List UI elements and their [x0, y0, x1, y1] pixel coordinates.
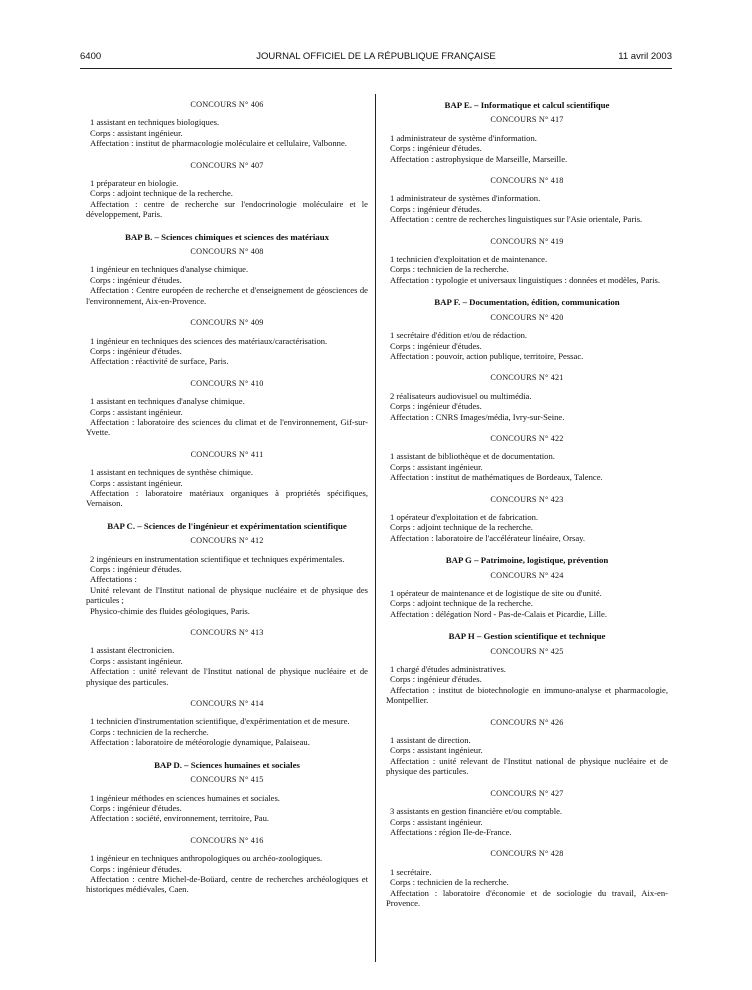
- entry-line: Corps : assistant ingénieur.: [90, 477, 183, 488]
- entry-line: Corps : ingénieur d'études.: [390, 340, 482, 351]
- entry-line: 1 secrétaire.: [390, 866, 432, 877]
- concours-entry: [86, 178, 368, 220]
- entry-line: Affectation : société, environnement, territoire, Pau.: [90, 813, 270, 824]
- concours-number: CONCOURS N° 416: [190, 835, 264, 845]
- entry-line: Corps : technicien de la recherche.: [390, 877, 509, 888]
- concours-entry: [86, 336, 368, 367]
- section-heading: BAP B. – Sciences chimiques et sciences des matériaux: [124, 231, 330, 242]
- concours-entry: [86, 716, 368, 747]
- concours-number: CONCOURS N° 410: [190, 378, 264, 388]
- concours-number: CONCOURS N° 411: [190, 449, 264, 459]
- page-header: [80, 51, 672, 65]
- entry-line: 1 administrateur de systèmes d'information.: [390, 193, 541, 204]
- entry-line: 3 assistants en gestion financière et/ou comptable.: [390, 806, 563, 817]
- concours-number: CONCOURS N° 414: [190, 699, 264, 709]
- entry-line: 1 opérateur d'exploitation et de fabrication.: [390, 511, 539, 522]
- entry-line: Corps : ingénieur d'études.: [90, 863, 182, 874]
- concours-entry: [86, 554, 368, 616]
- concours-entry: [86, 467, 368, 509]
- concours-number: CONCOURS N° 412: [190, 536, 264, 546]
- entry-line: Affectation : centre Michel-de-Boüard, centre de recherches archéologiques et historiques médiévales, Caen.: [86, 873, 368, 895]
- concours-entry: [386, 806, 668, 837]
- entry-line: 1 ingénieur en techniques des sciences des matériaux/caractérisation.: [90, 335, 328, 346]
- concours-entry: [86, 645, 368, 687]
- section-heading: BAP C. – Sciences de l'ingénieur et expérimentation scientifique: [107, 520, 347, 531]
- entry-line: Affectation : centre de recherche sur l'endocrinologie moléculaire et le développement, Paris.: [86, 198, 368, 220]
- section-heading: BAP F. – Documentation, édition, communication: [434, 297, 620, 308]
- left-column: [86, 100, 368, 907]
- entry-line: Affectation : astrophysique de Marseille, Marseille.: [390, 153, 568, 164]
- entry-line: Corps : adjoint technique de la recherche.: [390, 598, 533, 609]
- concours-entry: [386, 451, 668, 482]
- entry-line: Corps : ingénieur d'études.: [90, 345, 182, 356]
- entry-line: Affectation : laboratoire d'économie et de sociologie du travail, Aix-en-Provence.: [386, 887, 668, 908]
- entry-line: Affectation : typologie et universaux linguistiques : données et modèles, Paris.: [390, 274, 661, 285]
- concours-number: CONCOURS N° 419: [490, 236, 564, 246]
- entry-line: 1 ingénieur méthodes en sciences humaines et sociales.: [90, 792, 280, 803]
- entry-line: 1 assistant en techniques biologiques.: [90, 117, 220, 128]
- journal-title: JOURNAL OFFICIEL DE LA RÉPUBLIQUE FRANÇAISE: [256, 51, 496, 62]
- concours-number: CONCOURS N° 422: [490, 433, 564, 443]
- entry-line: Affectation : Centre européen de recherche et d'enseignement de géosciences de l'environnement, Aix-en-Provence.: [86, 285, 368, 306]
- entry-line: Affectation : réactivité de surface, Paris.: [90, 356, 229, 367]
- concours-entry: [386, 330, 668, 361]
- entry-line: Unité relevant de l'Institut national de physique nucléaire et de physique des particules ;: [86, 584, 368, 606]
- concours-entry: [386, 193, 668, 224]
- entry-line: Corps : assistant ingénieur.: [390, 816, 483, 827]
- entry-line: 1 assistant de bibliothèque et de documentation.: [390, 451, 555, 462]
- entry-line: Affectations :: [90, 574, 137, 585]
- entry-line: Corps : ingénieur d'études.: [390, 674, 482, 685]
- concours-entry: [386, 735, 668, 777]
- entry-line: Affectations : région Ile-de-France.: [390, 826, 512, 837]
- concours-entry: [86, 396, 368, 438]
- entry-line: 1 assistant en techniques d'analyse chimique.: [90, 396, 245, 407]
- header-rule: [80, 68, 672, 69]
- entry-line: 1 technicien d'exploitation et de maintenance.: [390, 254, 548, 265]
- entry-line: Affectation : CNRS Images/média, Ivry-sur-Seine.: [390, 411, 565, 422]
- entry-line: Affectation : institut de mathématiques de Bordeaux, Talence.: [390, 472, 603, 483]
- section-heading: BAP D. – Sciences humaines et sociales: [154, 759, 300, 770]
- entry-line: Affectation : laboratoire de l'accélérateur linéaire, Orsay.: [390, 532, 586, 543]
- section-heading: BAP H – Gestion scientifique et technique: [448, 631, 606, 642]
- entry-line: Corps : ingénieur d'études.: [390, 401, 482, 412]
- entry-line: 1 préparateur en biologie.: [90, 178, 179, 189]
- entry-line: Affectation : pouvoir, action publique, territoire, Pessac.: [390, 350, 584, 361]
- entry-line: Corps : assistant ingénieur.: [390, 461, 483, 472]
- entry-line: Corps : technicien de la recherche.: [90, 726, 209, 737]
- concours-number: CONCOURS N° 426: [490, 717, 564, 727]
- entry-line: Corps : ingénieur d'études.: [90, 564, 182, 574]
- entry-line: 1 chargé d'études administratives.: [390, 664, 506, 675]
- entry-line: 1 ingénieur en techniques anthropologiques ou archéo-zoologiques.: [90, 853, 323, 864]
- concours-number: CONCOURS N° 409: [190, 318, 264, 328]
- entry-line: 1 technicien d'instrumentation scientifique, d'expérimentation et de mesure.: [90, 716, 350, 727]
- entry-line: 1 secrétaire d'édition et/ou de rédaction.: [390, 330, 528, 341]
- publication-date: 11 avril 2003: [618, 51, 672, 62]
- entry-line: Corps : assistant ingénieur.: [90, 655, 183, 666]
- concours-number: CONCOURS N° 423: [490, 494, 564, 504]
- entry-line: Corps : adjoint technique de la recherche.: [90, 188, 233, 199]
- entry-line: Affectation : centre de recherches linguistiques sur l'Asie orientale, Paris.: [390, 214, 643, 225]
- entry-line: Corps : assistant ingénieur.: [390, 745, 483, 756]
- entry-line: Affectation : laboratoire des sciences du climat et de l'environnement, Gif-sur-Yvette.: [86, 416, 368, 438]
- concours-number: CONCOURS N° 424: [490, 570, 564, 580]
- entry-line: 1 assistant de direction.: [390, 735, 471, 746]
- concours-number: CONCOURS N° 418: [490, 176, 564, 186]
- section-heading: BAP E. – Informatique et calcul scientifique: [444, 100, 610, 110]
- entry-line: Affectation : institut de pharmacologie moléculaire et cellulaire, Valbonne.: [90, 138, 347, 149]
- concours-entry: [386, 254, 668, 285]
- concours-entry: [86, 264, 368, 306]
- concours-number: CONCOURS N° 428: [490, 849, 564, 859]
- concours-entry: [386, 391, 668, 422]
- concours-number: CONCOURS N° 407: [190, 160, 264, 170]
- entry-line: Affectation : unité relevant de l'Institut national de physique nucléaire et de physique des particules.: [86, 666, 368, 687]
- entry-line: Affectation : laboratoire matériaux organiques à propriétés spécifiques, Vernaison.: [86, 487, 368, 509]
- concours-entry: [386, 512, 668, 543]
- entry-line: Affectation : laboratoire de météorologie dynamique, Palaiseau.: [90, 737, 310, 748]
- entry-line: Affectation : institut de biotechnologie en immuno-analyse et pharmacologie, Montpellier.: [386, 684, 668, 706]
- concours-number: CONCOURS N° 415: [190, 775, 264, 785]
- concours-number: CONCOURS N° 427: [490, 788, 564, 798]
- entry-line: Corps : ingénieur d'études.: [390, 203, 482, 214]
- concours-entry: [86, 793, 368, 824]
- entry-line: Corps : ingénieur d'études.: [90, 274, 182, 285]
- concours-entry: [386, 133, 668, 164]
- entry-line: Corps : adjoint technique de la recherche.: [390, 522, 533, 533]
- concours-number: CONCOURS N° 408: [190, 247, 264, 257]
- section-heading: BAP G – Patrimoine, logistique, prévention: [445, 555, 609, 566]
- entry-line: Affectation : délégation Nord - Pas-de-Calais et Picardie, Lille.: [390, 608, 608, 619]
- column-divider: [375, 94, 376, 962]
- entry-line: 2 ingénieurs en instrumentation scientifique et techniques expérimentales.: [90, 553, 345, 564]
- concours-entry: [386, 588, 668, 619]
- page-number: 6400: [80, 51, 102, 62]
- right-column: [386, 100, 668, 920]
- entry-line: 1 administrateur de système d'information.: [390, 132, 537, 143]
- entry-line: 2 réalisateurs audiovisuel ou multimédia.: [390, 390, 532, 401]
- entry-line: 1 opérateur de maintenance et de logistique de site ou d'unité.: [390, 588, 602, 598]
- concours-number: CONCOURS N° 421: [490, 373, 564, 383]
- concours-entry: [386, 867, 668, 909]
- concours-entry: [86, 117, 368, 148]
- entry-line: Corps : technicien de la recherche.: [390, 264, 509, 275]
- concours-entry: [386, 664, 668, 706]
- entry-line: Affectation : unité relevant de l'Institut national de physique nucléaire et de physique des particules.: [386, 755, 668, 777]
- concours-number: CONCOURS N° 420: [490, 312, 564, 322]
- entry-line: Corps : ingénieur d'études.: [390, 143, 482, 154]
- entry-line: Corps : assistant ingénieur.: [90, 406, 183, 417]
- concours-number: CONCOURS N° 417: [490, 115, 564, 125]
- concours-number: CONCOURS N° 425: [490, 646, 564, 656]
- entry-line: Physico-chimie des fluides géologiques, Paris.: [90, 605, 250, 616]
- entry-line: 1 ingénieur en techniques d'analyse chimique.: [90, 264, 249, 275]
- concours-entry: [86, 853, 368, 895]
- entry-line: Corps : ingénieur d'études.: [90, 802, 182, 813]
- entry-line: 1 assistant en techniques de synthèse chimique.: [90, 467, 254, 478]
- concours-number: CONCOURS N° 413: [190, 628, 264, 638]
- concours-number: CONCOURS N° 406: [190, 100, 264, 109]
- entry-line: 1 assistant électronicien.: [90, 645, 175, 656]
- entry-line: Corps : assistant ingénieur.: [90, 127, 183, 138]
